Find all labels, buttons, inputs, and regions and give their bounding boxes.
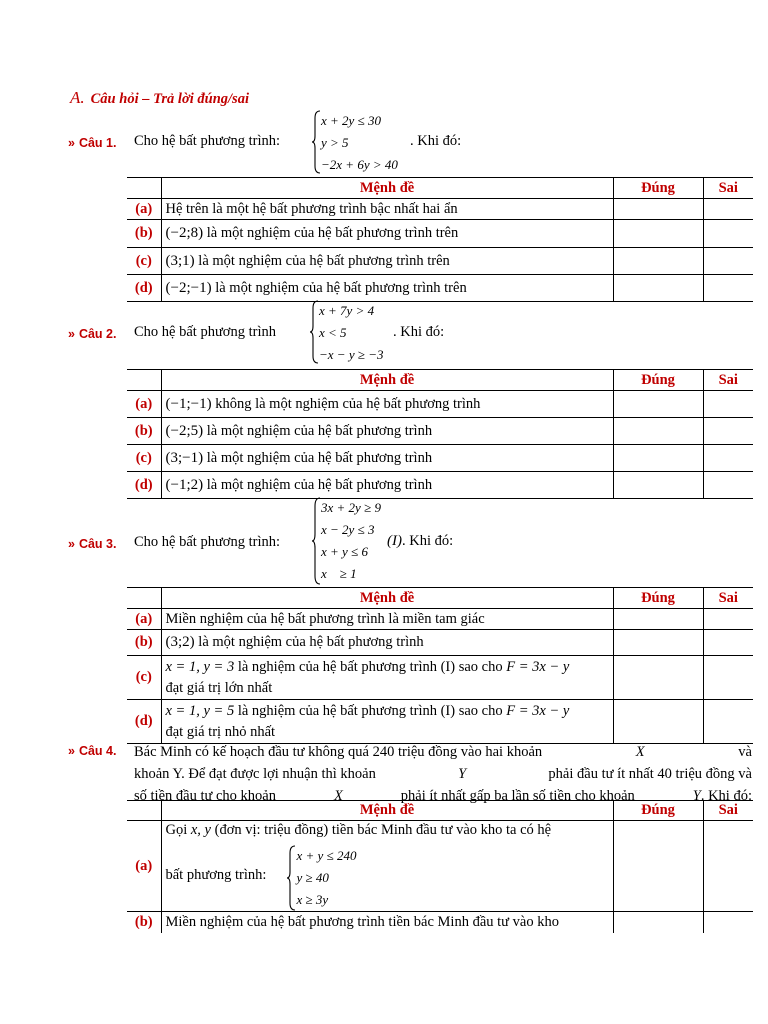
q2-ineq-2: x < 5 bbox=[319, 325, 347, 340]
q1-ineq-1: x + 2y ≤ 30 bbox=[321, 113, 381, 128]
q3-tag: (I) bbox=[387, 533, 402, 549]
q4-header-false: Sai bbox=[703, 801, 753, 821]
row-label: (a) bbox=[127, 821, 161, 912]
true-cell[interactable] bbox=[613, 656, 703, 700]
true-cell[interactable] bbox=[613, 821, 703, 912]
false-cell[interactable] bbox=[703, 275, 753, 302]
q4-ineq-3: x ≥ 3y bbox=[296, 892, 329, 907]
row-statement: (−2;8) là một nghiệm của hệ bất phương trình trên bbox=[161, 220, 613, 248]
q1-brace-icon bbox=[311, 110, 321, 174]
table-row bbox=[127, 821, 753, 912]
false-cell[interactable] bbox=[703, 445, 753, 472]
table-row bbox=[127, 609, 753, 630]
q4-line3: số tiền đầu tư cho khoản bbox=[134, 788, 276, 804]
q4-line2: khoản Y. Để đạt được lợi nhuận thì khoản bbox=[134, 766, 376, 782]
q4-line1-end: và bbox=[738, 744, 752, 760]
q2-ineq-1: x + 7y > 4 bbox=[319, 303, 375, 318]
q4-line1: Bác Minh có kế hoạch đầu tư không quá 240 triệu đồng vào hai khoản bbox=[134, 744, 543, 760]
q1-ineq-2: y > 5 bbox=[321, 135, 349, 150]
table-row bbox=[127, 445, 753, 472]
q3-header-true: Đúng bbox=[613, 588, 703, 609]
row-label: (d) bbox=[127, 275, 161, 302]
q1-header-true: Đúng bbox=[613, 178, 703, 199]
q4-brace-icon bbox=[286, 845, 296, 911]
false-cell[interactable] bbox=[703, 391, 753, 418]
false-cell[interactable] bbox=[703, 248, 753, 275]
row-text2: bất phương trình: bbox=[165, 867, 267, 883]
q1-header-blank bbox=[127, 178, 161, 199]
q2-header-blank bbox=[127, 370, 161, 391]
q3-intro: Cho hệ bất phương trình: bbox=[134, 534, 281, 550]
q4-var-y: Y bbox=[458, 766, 467, 782]
q4-var-y-2: Y bbox=[692, 788, 701, 804]
q1-after: . Khi đó: bbox=[410, 133, 462, 149]
q2-brace-icon bbox=[309, 300, 319, 364]
false-cell[interactable] bbox=[703, 821, 753, 912]
q2-header-true: Đúng bbox=[613, 370, 703, 391]
row-label: (a) bbox=[127, 609, 161, 630]
q3-ineq-1: 3x + 2y ≥ 9 bbox=[321, 500, 381, 515]
q4-header-blank bbox=[127, 801, 161, 821]
q3-ineq-3: x + y ≤ 6 bbox=[321, 544, 368, 559]
q2-ineq-3: −x − y ≥ −3 bbox=[319, 347, 384, 362]
q4-ineq-1: x + y ≤ 240 bbox=[296, 848, 357, 863]
row-statement: (−1;2) là một nghiệm của hệ bất phương trình bbox=[161, 472, 613, 499]
row-label: (b) bbox=[127, 418, 161, 445]
false-cell[interactable] bbox=[703, 912, 753, 933]
q3-ineq-4: x ≥ 1 bbox=[321, 566, 357, 581]
row-statement: x = 1, y = 5 là nghiệm của hệ bất phương trình (I) sao cho F = 3x − y đạt giá trị nhỏ nhất bbox=[161, 700, 613, 744]
q1-header-statement: Mệnh đề bbox=[161, 178, 613, 199]
row-statement: Miền nghiệm của hệ bất phương trình là miền tam giác bbox=[161, 609, 613, 630]
table-row bbox=[127, 630, 753, 656]
table-row bbox=[127, 472, 753, 499]
row-label: (c) bbox=[127, 656, 161, 700]
q4-line2-end: phải đầu tư ít nhất 40 triệu đồng và bbox=[548, 766, 752, 782]
true-cell[interactable] bbox=[613, 391, 703, 418]
q3-label: » Câu 3. bbox=[68, 537, 117, 551]
true-cell[interactable] bbox=[613, 275, 703, 302]
table-row bbox=[127, 700, 753, 744]
q1-system bbox=[321, 110, 398, 176]
table-row bbox=[127, 199, 753, 220]
row-statement: (−1;−1) không là một nghiệm của hệ bất phương trình bbox=[161, 391, 613, 418]
false-cell[interactable] bbox=[703, 700, 753, 744]
table-row bbox=[127, 275, 753, 302]
row-label: (a) bbox=[127, 391, 161, 418]
q3-header-statement: Mệnh đề bbox=[161, 588, 613, 609]
true-cell[interactable] bbox=[613, 248, 703, 275]
section-title: Câu hỏi – Trả lời đúng/sai bbox=[90, 91, 249, 107]
q4-var-x-2: X bbox=[333, 788, 343, 804]
q3-table bbox=[127, 587, 753, 744]
true-cell[interactable] bbox=[613, 609, 703, 630]
table-row bbox=[127, 418, 753, 445]
row-statement: Miền nghiệm của hệ bất phương trình tiền bác Minh đầu tư vào kho bbox=[161, 912, 613, 933]
row-label: (a) bbox=[127, 199, 161, 220]
q3-brace-icon bbox=[311, 497, 321, 585]
q2-after: . Khi đó: bbox=[393, 324, 445, 340]
q3-after: . Khi đó: bbox=[402, 533, 454, 549]
row-label: (b) bbox=[127, 630, 161, 656]
row-statement: x = 1, y = 3 là nghiệm của hệ bất phương trình (I) sao cho F = 3x − y đạt giá trị lớn nhất bbox=[161, 656, 613, 700]
row-label: (c) bbox=[127, 445, 161, 472]
true-cell[interactable] bbox=[613, 630, 703, 656]
row-statement: Hệ trên là một hệ bất phương trình bậc nhất hai ẩn bbox=[161, 199, 613, 220]
q1-header-false: Sai bbox=[703, 178, 753, 199]
false-cell[interactable] bbox=[703, 220, 753, 248]
row-statement: (3;−1) là một nghiệm của hệ bất phương trình bbox=[161, 445, 613, 472]
section-letter: A. bbox=[70, 88, 85, 107]
true-cell[interactable] bbox=[613, 445, 703, 472]
q4-line3-mid: phải ít nhất gấp ba lần số tiền cho khoản bbox=[400, 788, 635, 804]
false-cell[interactable] bbox=[703, 656, 753, 700]
q2-header-false: Sai bbox=[703, 370, 753, 391]
q3-ineq-2: x − 2y ≤ 3 bbox=[321, 522, 375, 537]
q3-system bbox=[321, 497, 381, 585]
q2-intro: Cho hệ bất phương trình bbox=[134, 324, 276, 340]
table-row bbox=[127, 220, 753, 248]
row-statement: Gọi x, y (đơn vị: triệu đồng) tiền bác Minh đầu tư vào kho ta có hệ bất phương trình: x + y ≤ 240 y ≥ 40 x ≥ 3y bbox=[161, 821, 613, 912]
table-row bbox=[127, 391, 753, 418]
row-label: (d) bbox=[127, 472, 161, 499]
q3-header-blank bbox=[127, 588, 161, 609]
row-statement: (3;1) là một nghiệm của hệ bất phương trình trên bbox=[161, 248, 613, 275]
false-cell[interactable] bbox=[703, 472, 753, 499]
q4-header-true: Đúng bbox=[613, 801, 703, 821]
false-cell[interactable] bbox=[703, 199, 753, 220]
q2-table bbox=[127, 369, 753, 499]
q4-line3-end: . Khi đó: bbox=[700, 788, 752, 804]
q4-table bbox=[127, 800, 753, 933]
row-statement: (−2;5) là một nghiệm của hệ bất phương trình bbox=[161, 418, 613, 445]
true-cell[interactable] bbox=[613, 220, 703, 248]
q4-system bbox=[297, 845, 357, 911]
false-cell[interactable] bbox=[703, 609, 753, 630]
row-label: (b) bbox=[127, 912, 161, 933]
row-label: (c) bbox=[127, 248, 161, 275]
q3-after-wrap bbox=[387, 533, 453, 550]
true-cell[interactable] bbox=[613, 472, 703, 499]
q4-paragraph bbox=[134, 741, 752, 807]
q3-header-false: Sai bbox=[703, 588, 753, 609]
false-cell[interactable] bbox=[703, 418, 753, 445]
row-statement: (−2;−1) là một nghiệm của hệ bất phương trình trên bbox=[161, 275, 613, 302]
q2-label: » Câu 2. bbox=[68, 327, 117, 341]
row-label: (b) bbox=[127, 220, 161, 248]
true-cell[interactable] bbox=[613, 700, 703, 744]
table-row bbox=[127, 248, 753, 275]
q1-label: » Câu 1. bbox=[68, 136, 117, 150]
true-cell[interactable] bbox=[613, 199, 703, 220]
q4-label: » Câu 4. bbox=[68, 744, 117, 758]
q1-table bbox=[127, 177, 753, 302]
true-cell[interactable] bbox=[613, 912, 703, 933]
false-cell[interactable] bbox=[703, 630, 753, 656]
row-statement: (3;2) là một nghiệm của hệ bất phương trình bbox=[161, 630, 613, 656]
true-cell[interactable] bbox=[613, 418, 703, 445]
q4-ineq-2: y ≥ 40 bbox=[296, 870, 329, 885]
table-row bbox=[127, 656, 753, 700]
q4-header-statement: Mệnh đề bbox=[161, 801, 613, 821]
section-heading bbox=[70, 88, 249, 108]
table-row bbox=[127, 912, 753, 933]
q1-ineq-3: −2x + 6y > 40 bbox=[321, 157, 398, 172]
q4-var-x: X bbox=[635, 744, 645, 760]
q2-header-statement: Mệnh đề bbox=[161, 370, 613, 391]
row-label: (d) bbox=[127, 700, 161, 744]
q1-intro: Cho hệ bất phương trình: bbox=[134, 133, 281, 149]
q2-system bbox=[319, 300, 384, 366]
